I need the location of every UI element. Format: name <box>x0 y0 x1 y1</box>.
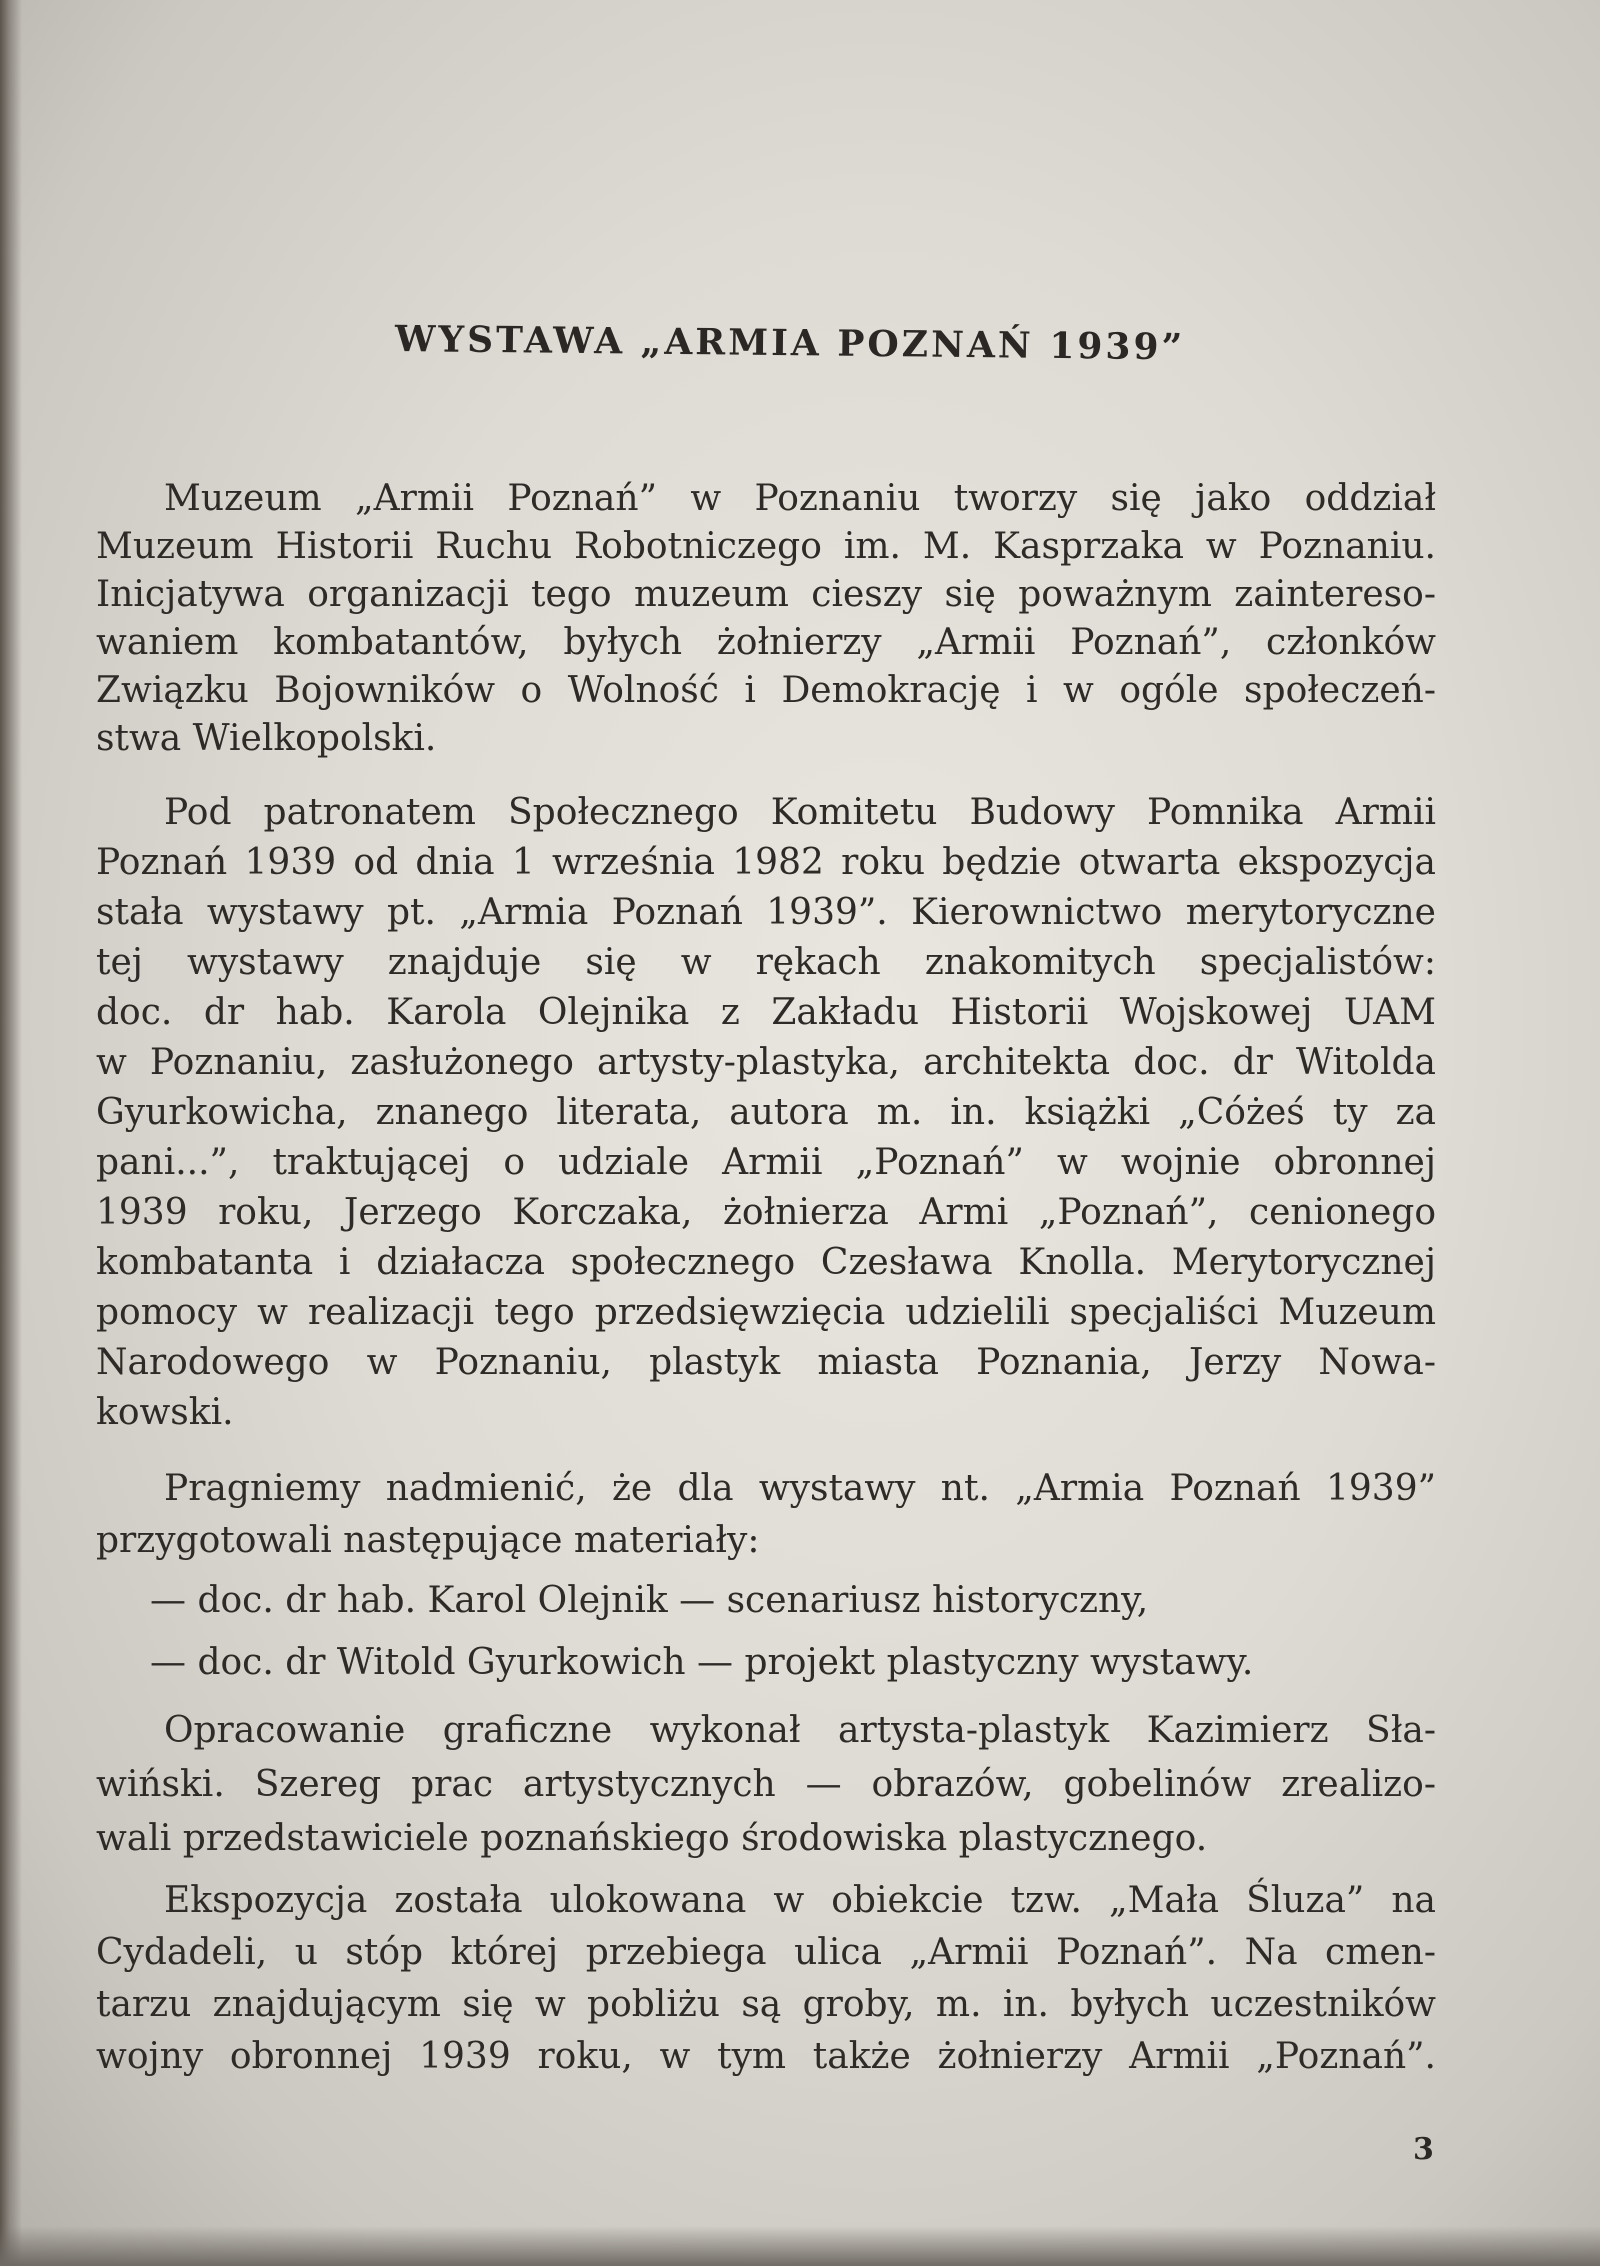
paragraph-5-line-1: Ekspozycja została ulokowana w obiekcie tzw. „Mała Śluza” na <box>164 1880 1436 1921</box>
paragraph-2-line-12: Narodowego w Poznaniu, plastyk miasta Poznania, Jerzy Nowa- <box>96 1342 1436 1383</box>
paragraph-5-line-4: wojny obronnej 1939 roku, w tym także żołnierzy Armii „Poznań”. <box>96 2036 1436 2077</box>
paragraph-3-line-1: Pragniemy nadmienić, że dla wystawy nt. „Armia Poznań 1939” <box>164 1468 1436 1509</box>
paragraph-2-line-8: pani...”, traktującej o udziale Armii „Poznań” w wojnie obronnej <box>96 1142 1436 1183</box>
bottom-shadow <box>0 2226 1600 2266</box>
paragraph-2-line-4: tej wystawy znajduje się w rękach znakomitych specjalistów: <box>96 942 1436 983</box>
paragraph-1-line-6: stwa Wielkopolski. <box>96 718 437 759</box>
paragraph-1-line-3: Inicjatywa organizacji tego muzeum cieszy się poważnym zaintereso- <box>96 574 1436 615</box>
paragraph-2-line-1: Pod patronatem Społecznego Komitetu Budowy Pomnika Armii <box>164 792 1436 833</box>
page-number: 3 <box>1413 2132 1434 2167</box>
paragraph-4-line-3: wali przedstawiciele poznańskiego środowiska plastycznego. <box>96 1818 1208 1859</box>
paragraph-1-line-2: Muzeum Historii Ruchu Robotniczego im. M. Kasprzaka w Poznaniu. <box>96 526 1436 567</box>
paragraph-5-line-3: tarzu znajdującym się w pobliżu są groby, m. in. byłych uczestników <box>96 1984 1436 2025</box>
paragraph-2-line-9: 1939 roku, Jerzego Korczaka, żołnierza Armi „Poznań”, cenionego <box>96 1192 1436 1233</box>
paragraph-2-line-5: doc. dr hab. Karola Olejnika z Zakładu Historii Wojskowej UAM <box>96 992 1436 1033</box>
list-item: — doc. dr Witold Gyurkowich — projekt plastyczny wystawy. <box>150 1642 1254 1683</box>
paragraph-2-line-13: kowski. <box>96 1392 234 1433</box>
paragraph-2-line-3: stała wystawy pt. „Armia Poznań 1939”. Kierownictwo merytoryczne <box>96 892 1436 933</box>
paragraph-4-line-2: wiński. Szereg prac artystycznych — obrazów, gobelinów zrealizo- <box>96 1764 1436 1805</box>
paragraph-2-line-2: Poznań 1939 od dnia 1 września 1982 roku będzie otwarta ekspozycja <box>96 842 1436 883</box>
paragraph-1-line-1: Muzeum „Armii Poznań” w Poznaniu tworzy się jako oddział <box>164 478 1436 519</box>
paragraph-1-line-5: Związku Bojowników o Wolność i Demokrację i w ogóle społeczeń- <box>96 670 1436 711</box>
paragraph-2-line-6: w Poznaniu, zasłużonego artysty-plastyka, architekta doc. dr Witolda <box>96 1042 1436 1083</box>
paragraph-5-line-2: Cydadeli, u stóp której przebiega ulica „Armii Poznań”. Na cmen- <box>96 1932 1436 1973</box>
list-item: — doc. dr hab. Karol Olejnik — scenariusz historyczny, <box>150 1580 1149 1621</box>
page-title: WYSTAWA „ARMIA POZNAŃ 1939” <box>394 318 1186 369</box>
paragraph-4-line-1: Opracowanie graficzne wykonał artysta-plastyk Kazimierz Sła- <box>164 1710 1436 1751</box>
spine-shadow <box>0 0 22 2266</box>
paragraph-2-line-10: kombatanta i działacza społecznego Czesława Knolla. Merytorycznej <box>96 1242 1436 1283</box>
paragraph-2-line-11: pomocy w realizacji tego przedsięwzięcia udzielili specjaliści Muzeum <box>96 1292 1436 1333</box>
paragraph-2-line-7: Gyurkowicha, znanego literata, autora m. in. książki „Cóżeś ty za <box>96 1092 1436 1133</box>
paragraph-3-line-2: przygotowali następujące materiały: <box>96 1520 760 1561</box>
paragraph-1-line-4: waniem kombatantów, byłych żołnierzy „Armii Poznań”, członków <box>96 622 1436 663</box>
